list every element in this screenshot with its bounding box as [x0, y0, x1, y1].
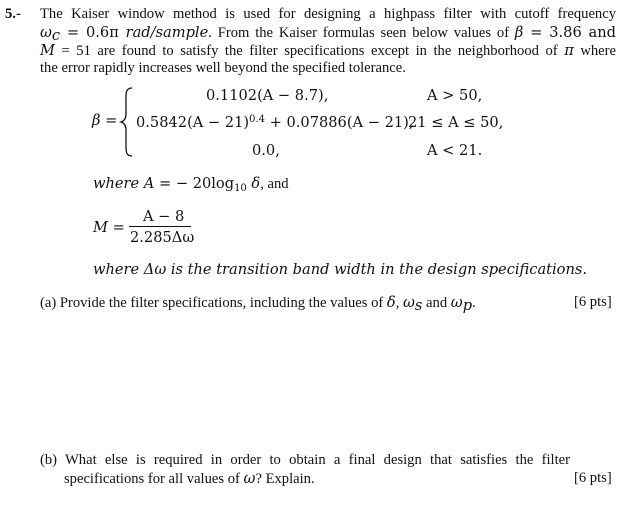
a-definition — [93, 175, 289, 193]
omega-c-symbol: ω — [40, 24, 52, 41]
beta-row2-condition: 21 ≤ A ≤ 50, — [408, 114, 504, 131]
a-definition-delta: δ — [246, 175, 261, 192]
m-lhs: M = — [93, 219, 125, 236]
a-definition-log-base: 10 — [234, 183, 247, 194]
beta-row1-expression: 0.1102(A − 8.7), — [206, 87, 329, 104]
delta-omega-note: where Δω is the transition band width in the design specifications. — [93, 261, 587, 278]
part-b-points: [6 pts] — [574, 470, 612, 486]
intro-line-3-text: = 51 are found to satisfy the filter specifications except in the neighborhood of — [54, 43, 565, 59]
m-numerator: A − 8 — [143, 208, 185, 225]
intro-line-3 — [40, 42, 616, 60]
part-a-period: . — [472, 295, 476, 311]
beta-row2-expression — [136, 114, 413, 131]
a-definition-prefix: where A = — [93, 175, 176, 192]
m-denominator: 2.285Δω — [130, 229, 195, 246]
cutoff-unit: rad/sample — [125, 24, 209, 41]
intro-line-4: the error rapidly increases well beyond the specified tolerance. — [40, 60, 406, 76]
pi-symbol: π — [564, 42, 574, 59]
part-b-line-2-end: ? Explain. — [255, 471, 315, 487]
m-symbol: M — [40, 42, 55, 59]
cutoff-value: = 0.6π — [60, 24, 126, 41]
part-a-delta: δ — [386, 294, 396, 311]
intro-line-1: The Kaiser window method is used for designing a highpass filter with cutoff frequency — [40, 6, 616, 22]
part-a-comma: , — [395, 295, 403, 311]
problem-number: 5.- — [5, 6, 21, 22]
part-a-question — [40, 294, 476, 314]
a-definition-expr-a: − 20log — [175, 175, 235, 192]
part-a-omega-p: ω — [450, 294, 463, 311]
beta-row2-exponent: 0.4 — [249, 114, 265, 125]
intro-line-3-end: where — [573, 43, 616, 59]
beta-lhs: β = — [92, 112, 118, 129]
part-a-and: and — [422, 295, 451, 311]
part-b-omega: ω — [243, 470, 256, 487]
beta-symbol: β — [514, 24, 524, 41]
part-b-line-2-text: specifications for all values of — [64, 471, 244, 487]
part-a-points: [6 pts] — [574, 294, 612, 310]
part-a-text: (a) Provide the filter specifications, including the values of — [40, 295, 387, 311]
beta-row1-condition: A > 50, — [427, 87, 483, 104]
a-definition-suffix: , and — [260, 176, 289, 192]
m-fraction-bar — [129, 226, 191, 227]
beta-row2-expr-b: + 0.07886(A − 21), — [264, 114, 414, 131]
beta-value: = 3.86 and — [523, 24, 616, 41]
part-b-line-1: (b) What else is required in order to obtain a final design that satisfies the filter — [40, 452, 570, 468]
intro-line-2 — [40, 24, 616, 44]
omega-c-subscript: c — [51, 27, 61, 44]
part-a-omega-p-sub: p — [462, 297, 473, 314]
beta-row3-condition: A < 21. — [427, 142, 483, 159]
part-a-omega-s: ω — [403, 294, 415, 311]
left-brace — [119, 86, 135, 158]
beta-row3-expression: 0.0, — [252, 142, 280, 159]
intro-line-2-text: . From the Kaiser formulas seen below values of — [208, 25, 515, 41]
part-b-line-2 — [64, 470, 315, 488]
part-a-omega-s-sub: s — [414, 297, 423, 314]
beta-row2-expr-a: 0.5842(A − 21) — [136, 114, 250, 131]
